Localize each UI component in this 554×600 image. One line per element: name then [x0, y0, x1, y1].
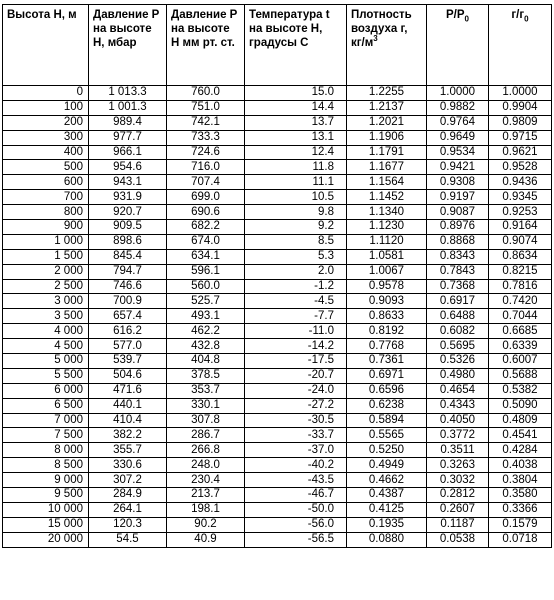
density-cell[interactable]: 1.1340	[347, 205, 427, 220]
density-cell[interactable]: 0.8633	[347, 309, 427, 324]
p-ratio-cell[interactable]: 1.0000	[427, 86, 489, 101]
p-ratio-cell[interactable]: 0.0538	[427, 532, 489, 547]
table-row	[3, 368, 552, 383]
density-cell[interactable]: 0.4387	[347, 488, 427, 503]
table-row	[3, 309, 552, 324]
p-ratio-cell[interactable]: 0.2812	[427, 488, 489, 503]
pressure-mmhg-cell[interactable]: 674.0	[167, 234, 245, 249]
density-cell[interactable]: 1.0067	[347, 264, 427, 279]
p-ratio-cell[interactable]: 0.3511	[427, 443, 489, 458]
density-cell[interactable]: 1.1120	[347, 234, 427, 249]
p-ratio-cell[interactable]: 0.6488	[427, 309, 489, 324]
temperature-cell[interactable]: 9.2	[245, 220, 347, 235]
pressure-mbar-cell[interactable]: 700.9	[89, 294, 167, 309]
p-ratio-cell[interactable]: 0.9882	[427, 100, 489, 115]
pressure-mbar-cell[interactable]: 954.6	[89, 160, 167, 175]
pressure-mbar-cell[interactable]: 746.6	[89, 279, 167, 294]
altitude-cell[interactable]: 8 000	[3, 443, 89, 458]
density-cell[interactable]: 0.5250	[347, 443, 427, 458]
pressure-mmhg-cell[interactable]: 213.7	[167, 488, 245, 503]
table-row	[3, 115, 552, 130]
altitude-cell[interactable]: 15 000	[3, 517, 89, 532]
temperature-cell[interactable]: 2.0	[245, 264, 347, 279]
table-row	[3, 413, 552, 428]
header-p-ratio-sub: 0	[464, 14, 469, 24]
pressure-mmhg-cell[interactable]: 760.0	[167, 86, 245, 101]
header-r-ratio-text: г/г	[511, 9, 525, 21]
altitude-cell[interactable]: 7 000	[3, 413, 89, 428]
pressure-mmhg-cell[interactable]: 378.5	[167, 368, 245, 383]
table-row	[3, 339, 552, 354]
header-r-ratio-sub: 0	[524, 14, 529, 24]
density-cell[interactable]: 1.2255	[347, 86, 427, 101]
temperature-cell[interactable]: 11.1	[245, 175, 347, 190]
altitude-cell[interactable]: 300	[3, 130, 89, 145]
pressure-mmhg-cell[interactable]: 353.7	[167, 383, 245, 398]
pressure-mbar-cell[interactable]: 657.4	[89, 309, 167, 324]
pressure-mmhg-cell[interactable]: 707.4	[167, 175, 245, 190]
r-ratio-cell[interactable]: 0.9621	[489, 145, 552, 160]
r-ratio-cell[interactable]: 0.9809	[489, 115, 552, 130]
altitude-table	[2, 4, 552, 548]
pressure-mbar-cell[interactable]: 284.9	[89, 488, 167, 503]
density-cell[interactable]: 0.9578	[347, 279, 427, 294]
altitude-cell[interactable]: 6 500	[3, 398, 89, 413]
pressure-mbar-cell[interactable]: 410.4	[89, 413, 167, 428]
pressure-mmhg-cell[interactable]: 560.0	[167, 279, 245, 294]
r-ratio-cell[interactable]: 0.9904	[489, 100, 552, 115]
r-ratio-cell[interactable]: 0.1579	[489, 517, 552, 532]
r-ratio-cell[interactable]: 0.6007	[489, 354, 552, 369]
r-ratio-cell[interactable]: 0.9164	[489, 220, 552, 235]
temperature-cell[interactable]: 12.4	[245, 145, 347, 160]
r-ratio-cell[interactable]: 0.4809	[489, 413, 552, 428]
altitude-cell[interactable]: 0	[3, 86, 89, 101]
pressure-mbar-cell[interactable]: 54.5	[89, 532, 167, 547]
p-ratio-cell[interactable]: 0.4343	[427, 398, 489, 413]
temperature-cell[interactable]: -1.2	[245, 279, 347, 294]
r-ratio-cell[interactable]: 0.5090	[489, 398, 552, 413]
p-ratio-cell[interactable]: 0.8976	[427, 220, 489, 235]
table-row	[3, 324, 552, 339]
density-cell[interactable]: 0.0880	[347, 532, 427, 547]
p-ratio-cell[interactable]: 0.3263	[427, 458, 489, 473]
r-ratio-cell[interactable]: 0.3580	[489, 488, 552, 503]
pressure-mbar-cell[interactable]: 616.2	[89, 324, 167, 339]
altitude-cell[interactable]: 10 000	[3, 502, 89, 517]
pressure-mbar-cell[interactable]: 794.7	[89, 264, 167, 279]
temperature-cell[interactable]: -56.5	[245, 532, 347, 547]
pressure-mmhg-cell[interactable]: 266.8	[167, 443, 245, 458]
r-ratio-cell[interactable]: 0.7816	[489, 279, 552, 294]
r-ratio-cell[interactable]: 1.0000	[489, 86, 552, 101]
temperature-cell[interactable]: 14.4	[245, 100, 347, 115]
header-density-sup: 3	[373, 34, 378, 44]
p-ratio-cell[interactable]: 0.9308	[427, 175, 489, 190]
density-cell[interactable]: 1.1677	[347, 160, 427, 175]
p-ratio-cell[interactable]: 0.8343	[427, 249, 489, 264]
temperature-cell[interactable]: -40.2	[245, 458, 347, 473]
p-ratio-cell[interactable]: 0.7843	[427, 264, 489, 279]
temperature-cell[interactable]: 5.3	[245, 249, 347, 264]
r-ratio-cell[interactable]: 0.5382	[489, 383, 552, 398]
table-row	[3, 249, 552, 264]
pressure-mbar-cell[interactable]: 845.4	[89, 249, 167, 264]
r-ratio-cell[interactable]: 0.3804	[489, 473, 552, 488]
altitude-cell[interactable]: 20 000	[3, 532, 89, 547]
pressure-mmhg-cell[interactable]: 742.1	[167, 115, 245, 130]
altitude-cell[interactable]: 600	[3, 175, 89, 190]
table-row	[3, 160, 552, 175]
r-ratio-cell[interactable]: 0.3366	[489, 502, 552, 517]
temperature-cell[interactable]: -27.2	[245, 398, 347, 413]
altitude-cell[interactable]: 1 500	[3, 249, 89, 264]
pressure-mbar-cell[interactable]: 1 013.3	[89, 86, 167, 101]
table-row	[3, 220, 552, 235]
table-row	[3, 458, 552, 473]
p-ratio-cell[interactable]: 0.8868	[427, 234, 489, 249]
p-ratio-cell[interactable]: 0.3772	[427, 428, 489, 443]
density-cell[interactable]: 1.2137	[347, 100, 427, 115]
pressure-mbar-cell[interactable]: 898.6	[89, 234, 167, 249]
r-ratio-cell[interactable]: 0.9436	[489, 175, 552, 190]
table-row	[3, 175, 552, 190]
pressure-mbar-cell[interactable]: 1 001.3	[89, 100, 167, 115]
pressure-mbar-cell[interactable]: 471.6	[89, 383, 167, 398]
pressure-mbar-cell[interactable]: 264.1	[89, 502, 167, 517]
p-ratio-cell[interactable]: 0.9197	[427, 190, 489, 205]
p-ratio-cell[interactable]: 0.9087	[427, 205, 489, 220]
altitude-cell[interactable]: 500	[3, 160, 89, 175]
density-cell[interactable]: 0.4662	[347, 473, 427, 488]
pressure-mmhg-cell[interactable]: 634.1	[167, 249, 245, 264]
pressure-mmhg-cell[interactable]: 699.0	[167, 190, 245, 205]
p-ratio-cell[interactable]: 0.4050	[427, 413, 489, 428]
pressure-mmhg-cell[interactable]: 596.1	[167, 264, 245, 279]
pressure-mmhg-cell[interactable]: 40.9	[167, 532, 245, 547]
pressure-mmhg-cell[interactable]: 330.1	[167, 398, 245, 413]
p-ratio-cell[interactable]: 0.9649	[427, 130, 489, 145]
header-pressure-mmhg[interactable]: Давление P на высоте H мм рт. ст.	[167, 5, 245, 86]
pressure-mmhg-cell[interactable]: 716.0	[167, 160, 245, 175]
density-cell[interactable]: 1.1791	[347, 145, 427, 160]
pressure-mmhg-cell[interactable]: 248.0	[167, 458, 245, 473]
pressure-mmhg-cell[interactable]: 724.6	[167, 145, 245, 160]
density-cell[interactable]: 0.5894	[347, 413, 427, 428]
density-cell[interactable]: 0.6596	[347, 383, 427, 398]
header-temperature[interactable]: Температура t на высоте H, градусы C	[245, 5, 347, 86]
density-cell[interactable]: 1.1452	[347, 190, 427, 205]
temperature-cell[interactable]: -33.7	[245, 428, 347, 443]
density-cell[interactable]: 0.9093	[347, 294, 427, 309]
r-ratio-cell[interactable]: 0.9528	[489, 160, 552, 175]
table-row	[3, 130, 552, 145]
temperature-cell[interactable]: -20.7	[245, 368, 347, 383]
header-density[interactable]	[347, 5, 427, 86]
density-cell[interactable]: 1.1564	[347, 175, 427, 190]
pressure-mbar-cell[interactable]: 920.7	[89, 205, 167, 220]
r-ratio-cell[interactable]: 0.8634	[489, 249, 552, 264]
pressure-mbar-cell[interactable]: 382.2	[89, 428, 167, 443]
table-row	[3, 502, 552, 517]
table-row	[3, 86, 552, 101]
table-body	[3, 86, 552, 548]
density-cell[interactable]: 0.7768	[347, 339, 427, 354]
table-row	[3, 234, 552, 249]
density-cell[interactable]: 0.7361	[347, 354, 427, 369]
pressure-mmhg-cell[interactable]: 90.2	[167, 517, 245, 532]
altitude-cell[interactable]: 5 500	[3, 368, 89, 383]
table-row	[3, 190, 552, 205]
altitude-cell[interactable]: 100	[3, 100, 89, 115]
p-ratio-cell[interactable]: 0.6917	[427, 294, 489, 309]
pressure-mmhg-cell[interactable]: 404.8	[167, 354, 245, 369]
pressure-mmhg-cell[interactable]: 286.7	[167, 428, 245, 443]
altitude-cell[interactable]: 1 000	[3, 234, 89, 249]
table-row	[3, 100, 552, 115]
temperature-cell[interactable]: -50.0	[245, 502, 347, 517]
table-row	[3, 383, 552, 398]
temperature-cell[interactable]: -56.0	[245, 517, 347, 532]
altitude-cell[interactable]: 2 000	[3, 264, 89, 279]
r-ratio-cell[interactable]: 0.6685	[489, 324, 552, 339]
table-row	[3, 279, 552, 294]
temperature-cell[interactable]: -43.5	[245, 473, 347, 488]
density-cell[interactable]: 0.6971	[347, 368, 427, 383]
pressure-mbar-cell[interactable]: 909.5	[89, 220, 167, 235]
pressure-mmhg-cell[interactable]: 525.7	[167, 294, 245, 309]
density-cell[interactable]: 1.1230	[347, 220, 427, 235]
pressure-mbar-cell[interactable]: 931.9	[89, 190, 167, 205]
pressure-mbar-cell[interactable]: 539.7	[89, 354, 167, 369]
density-cell[interactable]: 0.4949	[347, 458, 427, 473]
altitude-cell[interactable]: 5 000	[3, 354, 89, 369]
pressure-mbar-cell[interactable]: 355.7	[89, 443, 167, 458]
table-row	[3, 517, 552, 532]
pressure-mmhg-cell[interactable]: 198.1	[167, 502, 245, 517]
temperature-cell[interactable]: -7.7	[245, 309, 347, 324]
altitude-cell[interactable]: 900	[3, 220, 89, 235]
pressure-mbar-cell[interactable]: 989.4	[89, 115, 167, 130]
temperature-cell[interactable]: -37.0	[245, 443, 347, 458]
table-row	[3, 145, 552, 160]
altitude-cell[interactable]: 700	[3, 190, 89, 205]
altitude-cell[interactable]: 200	[3, 115, 89, 130]
pressure-mbar-cell[interactable]: 966.1	[89, 145, 167, 160]
r-ratio-cell[interactable]: 0.8215	[489, 264, 552, 279]
table-row	[3, 205, 552, 220]
table-row	[3, 443, 552, 458]
temperature-cell[interactable]: -46.7	[245, 488, 347, 503]
altitude-cell[interactable]: 7 500	[3, 428, 89, 443]
altitude-cell[interactable]: 3 500	[3, 309, 89, 324]
temperature-cell[interactable]: 8.5	[245, 234, 347, 249]
altitude-cell[interactable]: 6 000	[3, 383, 89, 398]
altitude-cell[interactable]: 4 000	[3, 324, 89, 339]
header-altitude[interactable]: Высота H, м	[3, 5, 89, 86]
p-ratio-cell[interactable]: 0.6082	[427, 324, 489, 339]
p-ratio-cell[interactable]: 0.9764	[427, 115, 489, 130]
table-row	[3, 354, 552, 369]
pressure-mmhg-cell[interactable]: 230.4	[167, 473, 245, 488]
altitude-cell[interactable]: 3 000	[3, 294, 89, 309]
pressure-mbar-cell[interactable]: 440.1	[89, 398, 167, 413]
pressure-mbar-cell[interactable]: 943.1	[89, 175, 167, 190]
table-row	[3, 398, 552, 413]
pressure-mmhg-cell[interactable]: 493.1	[167, 309, 245, 324]
temperature-cell[interactable]: 13.1	[245, 130, 347, 145]
pressure-mbar-cell[interactable]: 120.3	[89, 517, 167, 532]
pressure-mmhg-cell[interactable]: 432.8	[167, 339, 245, 354]
p-ratio-cell[interactable]: 0.5695	[427, 339, 489, 354]
temperature-cell[interactable]: -24.0	[245, 383, 347, 398]
table-row	[3, 532, 552, 547]
temperature-cell[interactable]: -14.2	[245, 339, 347, 354]
r-ratio-cell[interactable]: 0.9074	[489, 234, 552, 249]
density-cell[interactable]: 0.4125	[347, 502, 427, 517]
temperature-cell[interactable]: 10.5	[245, 190, 347, 205]
temperature-cell[interactable]: 15.0	[245, 86, 347, 101]
header-density-text: Плотность воздуха г, кг/м	[351, 9, 412, 49]
density-cell[interactable]: 0.5565	[347, 428, 427, 443]
r-ratio-cell[interactable]: 0.9715	[489, 130, 552, 145]
p-ratio-cell[interactable]: 0.9534	[427, 145, 489, 160]
density-cell[interactable]: 0.8192	[347, 324, 427, 339]
density-cell[interactable]: 1.1906	[347, 130, 427, 145]
r-ratio-cell[interactable]: 0.5688	[489, 368, 552, 383]
temperature-cell[interactable]: 9.8	[245, 205, 347, 220]
temperature-cell[interactable]: -11.0	[245, 324, 347, 339]
pressure-mmhg-cell[interactable]: 690.6	[167, 205, 245, 220]
r-ratio-cell[interactable]: 0.6339	[489, 339, 552, 354]
p-ratio-cell[interactable]: 0.4654	[427, 383, 489, 398]
p-ratio-cell[interactable]: 0.2607	[427, 502, 489, 517]
altitude-cell[interactable]: 4 500	[3, 339, 89, 354]
table-row	[3, 473, 552, 488]
pressure-mmhg-cell[interactable]: 307.8	[167, 413, 245, 428]
altitude-cell[interactable]: 800	[3, 205, 89, 220]
temperature-cell[interactable]: -30.5	[245, 413, 347, 428]
density-cell[interactable]: 0.1935	[347, 517, 427, 532]
r-ratio-cell[interactable]: 0.4541	[489, 428, 552, 443]
pressure-mbar-cell[interactable]: 330.6	[89, 458, 167, 473]
p-ratio-cell[interactable]: 0.7368	[427, 279, 489, 294]
header-p-ratio[interactable]	[427, 5, 489, 86]
density-cell[interactable]: 1.2021	[347, 115, 427, 130]
density-cell[interactable]: 1.0581	[347, 249, 427, 264]
altitude-cell[interactable]: 9 500	[3, 488, 89, 503]
r-ratio-cell[interactable]: 0.9253	[489, 205, 552, 220]
header-r-ratio[interactable]	[489, 5, 552, 86]
p-ratio-cell[interactable]: 0.1187	[427, 517, 489, 532]
r-ratio-cell[interactable]: 0.0718	[489, 532, 552, 547]
altitude-cell[interactable]: 2 500	[3, 279, 89, 294]
p-ratio-cell[interactable]: 0.9421	[427, 160, 489, 175]
r-ratio-cell[interactable]: 0.9345	[489, 190, 552, 205]
altitude-cell[interactable]: 9 000	[3, 473, 89, 488]
temperature-cell[interactable]: -4.5	[245, 294, 347, 309]
temperature-cell[interactable]: 11.8	[245, 160, 347, 175]
density-cell[interactable]: 0.6238	[347, 398, 427, 413]
table-row	[3, 488, 552, 503]
pressure-mbar-cell[interactable]: 577.0	[89, 339, 167, 354]
pressure-mbar-cell[interactable]: 307.2	[89, 473, 167, 488]
altitude-cell[interactable]: 400	[3, 145, 89, 160]
table-row	[3, 294, 552, 309]
temperature-cell[interactable]: -17.5	[245, 354, 347, 369]
p-ratio-cell[interactable]: 0.5326	[427, 354, 489, 369]
pressure-mmhg-cell[interactable]: 733.3	[167, 130, 245, 145]
table-row	[3, 264, 552, 279]
header-pressure-mbar[interactable]: Давление P на высоте H, мбар	[89, 5, 167, 86]
p-ratio-cell[interactable]: 0.3032	[427, 473, 489, 488]
pressure-mbar-cell[interactable]: 977.7	[89, 130, 167, 145]
r-ratio-cell[interactable]: 0.4284	[489, 443, 552, 458]
p-ratio-cell[interactable]: 0.4980	[427, 368, 489, 383]
header-row	[3, 5, 552, 86]
header-p-ratio-text: P/P	[446, 9, 465, 21]
pressure-mbar-cell[interactable]: 504.6	[89, 368, 167, 383]
altitude-cell[interactable]: 8 500	[3, 458, 89, 473]
r-ratio-cell[interactable]: 0.7420	[489, 294, 552, 309]
r-ratio-cell[interactable]: 0.4038	[489, 458, 552, 473]
r-ratio-cell[interactable]: 0.7044	[489, 309, 552, 324]
pressure-mmhg-cell[interactable]: 751.0	[167, 100, 245, 115]
pressure-mmhg-cell[interactable]: 462.2	[167, 324, 245, 339]
table-row	[3, 428, 552, 443]
pressure-mmhg-cell[interactable]: 682.2	[167, 220, 245, 235]
temperature-cell[interactable]: 13.7	[245, 115, 347, 130]
